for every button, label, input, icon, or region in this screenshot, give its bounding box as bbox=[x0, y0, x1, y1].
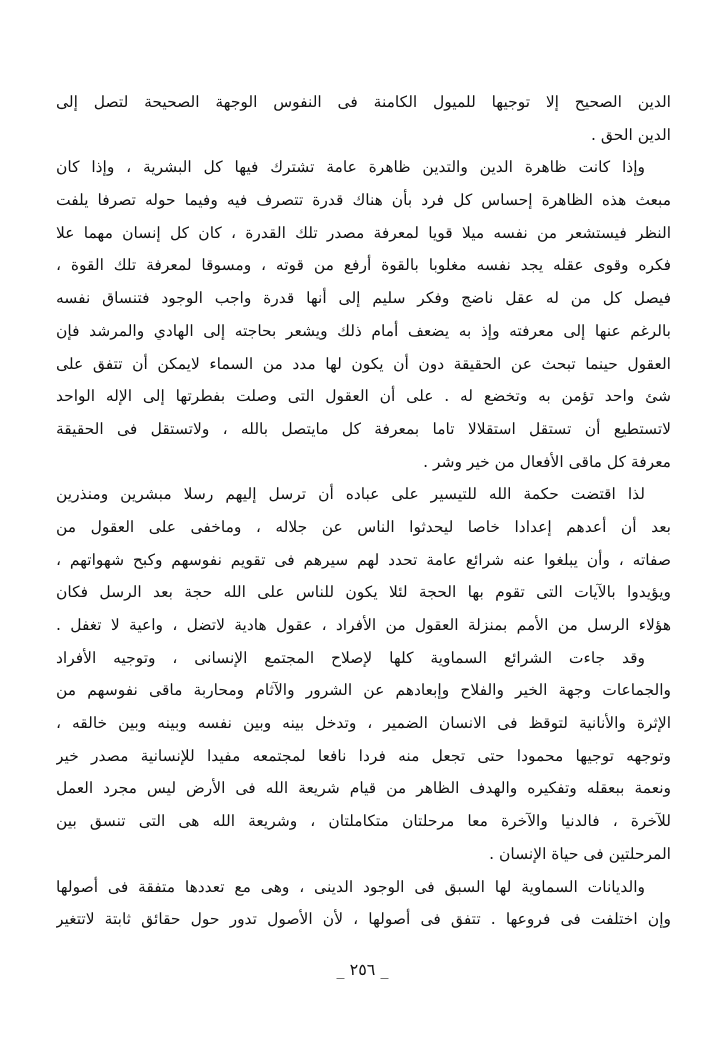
text-line: والديانات السماوية لها السبق فى الوجود الدينى ، وهى مع تعددها متفقة فى أصولها bbox=[56, 877, 645, 896]
text-line: وقد جاءت الشرائع السماوية كلها لإصلاح المجتمع الإنسانى ، وتوجيه الأفراد bbox=[56, 648, 645, 667]
page-number: _ ٢٥٦ _ bbox=[336, 960, 389, 979]
text-line: ونعمة ببعقله وتفكيره والهدف الظاهر من قيام شريعة الله فى الأرض ليس مجرد العمل bbox=[56, 779, 671, 798]
text-line: فيصل كل من له عقل ناضج وفكر سليم إلى أنها قدرة واجب الوجود فتنساق نفسه bbox=[56, 289, 671, 308]
text-line: بالرغم عنها إلى معرفته وإذ به يضعف أمام ذلك ويشعر بحاجته إلى الهادي والمرشد فإن bbox=[56, 321, 671, 340]
text-line: فكره وقوى عقله يجد نفسه مغلوبا بالقوة أرفع من قوته ، ومسوقا لمعرفة تلك القوة ، bbox=[56, 256, 671, 275]
text-line: الدين الصحيح إلا توجيها للميول الكامنة فى النفوس الوجهة الصحيحة لتصل إلى bbox=[56, 93, 671, 111]
text-line: وإذا كانت ظاهرة الدين والتدين ظاهرة عامة تشترك فيها كل البشرية ، وإذا كان bbox=[56, 158, 645, 177]
text-line: صفاته ، وأن يبلغوا عنه شرائع عامة تحدد لهم سيرهم فى تقويم نفوسهم وكبح شهواتهم ، bbox=[56, 550, 671, 569]
text-line: المرحلتين فى حياة الإنسان . bbox=[489, 844, 671, 863]
text-line: لذا اقتضت حكمة الله للتيسير على عباده أن ترسل إليهم رسلا مبشرين ومنذرين bbox=[56, 485, 645, 504]
text-line: ويؤيدوا بالآيات التى تقوم بها الحجة لئلا يكون للناس على الله حجة بعد الرسل فكان bbox=[56, 583, 671, 602]
text-line: بعد أن أعدهم إعدادا خاصا ليحدثوا الناس عن جلاله ، وماخفى على العقول من bbox=[56, 517, 671, 536]
text-line: العقول حينما تبحث عن الحقيقة دون أن يكون لها مدد من السماء لايمكن أن تتفق على bbox=[56, 354, 671, 373]
text-line: هؤلاء الرسل من الأمم بمنزلة العقول من الأفراد ، عقول هادية لاتضل ، واعية لا تغفل . bbox=[56, 616, 671, 634]
text-line: والجماعات وجهة الخير والفلاح وإبعادهم عن الشرور والآثام ومحاربة ماقى نفوسهم من bbox=[56, 681, 671, 700]
text-line: النظر فيستشعر من نفسه ميلا قويا لمعرفة مصدر تلك القدرة ، كان كل إنسان مهما علا bbox=[56, 223, 671, 242]
text-line: معرفة كل ماقى الأفعال من خير وشر . bbox=[423, 452, 671, 471]
text-line: الدين الحق . bbox=[590, 125, 671, 144]
page-body bbox=[56, 86, 671, 936]
text-line: الإثرة والأنانية لتوقظ فى الانسان الضمير ، وتدخل بينه وبين نفسه وبينه وبين خالقه ، bbox=[56, 714, 671, 733]
text-line: وتوجهه توجيها محمودا حتى تجعل منه فردا نافعا لمجتمعه مفيدا للإنسانية مصدر خير bbox=[56, 746, 671, 765]
text-line: مبعث هذه الظاهرة إحساس كل فرد بأن هناك قدرة تتصرف فيه وفيما حوله تصرفا يلفت bbox=[56, 191, 671, 210]
text-line: شئ واحد تؤمن به وتخضع له . على أن العقول التى وصلت بفطرتها إلى الإله الواحد bbox=[56, 387, 671, 406]
text-line: لاتستطيع أن تستقل استقلالا تاما بمعرفة كل مايتصل بالله ، ولاتستقل فى الحقيقة bbox=[56, 419, 671, 438]
text-line: وإن اختلفت فى فروعها . تتفق فى أصولها ، لأن الأصول تدور حول حقائق ثابتة لاتتغير bbox=[56, 910, 671, 929]
text-line: للآخرة ، فالدنيا والآخرة معا مرحلتان متكاملتان ، وشريعة الله هى التى تنسق بين bbox=[56, 812, 671, 831]
